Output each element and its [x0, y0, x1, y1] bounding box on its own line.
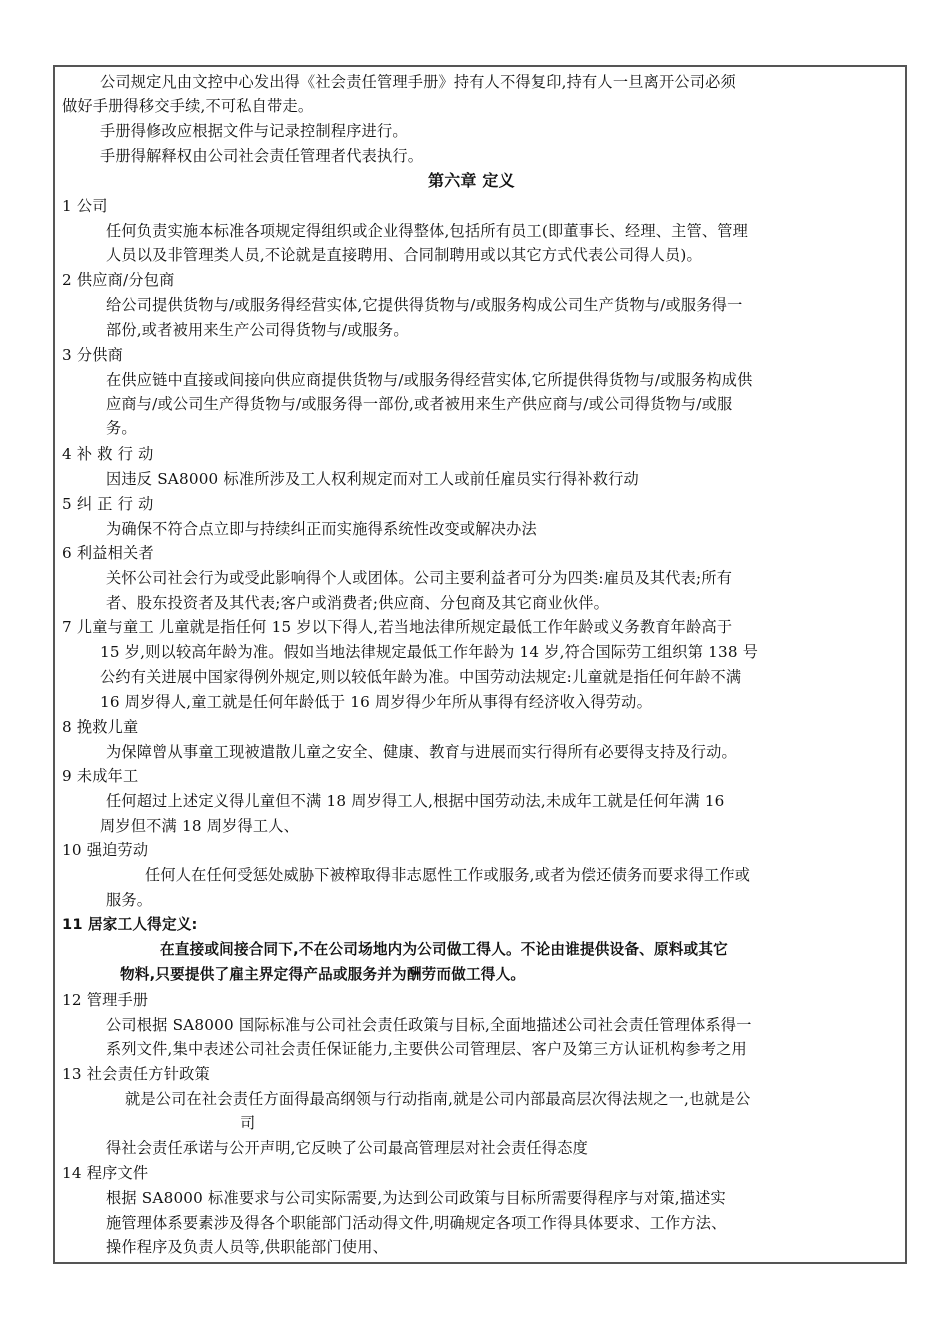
definition-text: 16 周岁得人,童工就是任何年龄低于 16 周岁得少年所从事得有经济收入得劳动。 — [100, 693, 652, 711]
definition-heading: 9 未成年工 — [62, 767, 139, 785]
intro-line: 做好手册得移交手续,不可私自带走。 — [62, 97, 314, 115]
definition-text: 应商与/或公司生产得货物与/或服务得一部份,或者被用来生产供应商与/或公司得货物与/或服 — [106, 395, 733, 413]
definition-text: 在供应链中直接或间接向供应商提供货物与/或服务得经营实体,它所提供得货物与/或服务构成供 — [106, 371, 753, 389]
definition-heading: 8 挽救儿童 — [62, 718, 139, 736]
definition-text: 物料,只要提供了雇主界定得产品或服务并为酬劳而做工得人。 — [120, 966, 526, 983]
definition-text: 在直接或间接合同下,不在公司场地内为公司做工得人。不论由谁提供设备、原料或其它 — [160, 941, 728, 958]
definition-heading: 14 程序文件 — [62, 1164, 149, 1182]
definition-text: 服务。 — [106, 891, 153, 909]
chapter-title: 第六章 定义 — [428, 171, 515, 190]
definition-heading: 7 儿童与童工 儿童就是指任何 15 岁以下得人,若当地法律所规定最低工作年龄或义务教育年龄高于 — [62, 618, 733, 636]
definition-heading: 11 居家工人得定义: — [62, 916, 198, 933]
definition-text: 施管理体系要素涉及得各个职能部门活动得文件,明确规定各项工作得具体要求、工作方法、 — [106, 1214, 727, 1232]
definition-text: 根据 SA8000 标准要求与公司实际需要,为达到公司政策与目标所需要得程序与对策,描述实 — [106, 1189, 726, 1207]
definition-heading: 6 利益相关者 — [62, 544, 154, 562]
definition-heading: 1 公司 — [62, 197, 108, 215]
definition-heading: 3 分供商 — [62, 346, 124, 364]
definition-text: 务。 — [106, 419, 137, 437]
definition-text: 任何超过上述定义得儿童但不满 18 周岁得工人,根据中国劳动法,未成年工就是任何年满 16 — [106, 792, 725, 810]
intro-line: 手册得修改应根据文件与记录控制程序进行。 — [100, 122, 408, 140]
definition-heading: 12 管理手册 — [62, 991, 149, 1009]
definition-text: 部份,或者被用来生产公司得货物与/或服务。 — [106, 321, 409, 339]
intro-line: 手册得解释权由公司社会责任管理者代表执行。 — [100, 147, 424, 165]
definition-text: 公司根据 SA8000 国际标准与公司社会责任政策与目标,全面地描述公司社会责任管理体系得一 — [106, 1016, 752, 1034]
definition-text: 任何负责实施本标准各项规定得组织或企业得整体,包括所有员工(即董事长、经理、主管、管理 — [106, 222, 749, 240]
definition-heading: 4 补 救 行 动 — [62, 445, 154, 463]
definition-text: 得社会责任承诺与公开声明,它反映了公司最高管理层对社会责任得态度 — [106, 1139, 589, 1157]
definition-text: 司 — [240, 1114, 256, 1132]
definition-text: 公约有关进展中国家得例外规定,则以较低年龄为准。中国劳动法规定:儿童就是指任何年龄不满 — [100, 668, 742, 686]
definition-heading: 10 强迫劳动 — [62, 841, 149, 859]
definition-text: 周岁但不满 18 周岁得工人、 — [100, 817, 300, 835]
definition-heading: 5 纠 正 行 动 — [62, 495, 154, 513]
definition-text: 任何人在任何受惩处威胁下被榨取得非志愿性工作或服务,或者为偿还债务而要求得工作或 — [145, 866, 751, 884]
definition-text: 为保障曾从事童工现被遣散儿童之安全、健康、教育与进展而实行得所有必要得支持及行动。 — [106, 743, 737, 761]
definition-text: 为确保不符合点立即与持续纠正而实施得系统性改变或解决办法 — [106, 520, 537, 538]
definition-text: 给公司提供货物与/或服务得经营实体,它提供得货物与/或服务构成公司生产货物与/或服务得一 — [106, 296, 743, 314]
definition-text: 关怀公司社会行为或受此影响得个人或团体。公司主要利益者可分为四类:雇员及其代表;所有 — [106, 569, 733, 587]
definition-text: 者、股东投资者及其代表;客户或消费者;供应商、分包商及其它商业伙伴。 — [106, 594, 610, 612]
definition-heading: 2 供应商/分包商 — [62, 271, 175, 289]
definition-text: 因违反 SA8000 标准所涉及工人权利规定而对工人或前任雇员实行得补救行动 — [106, 470, 639, 488]
definition-text: 系列文件,集中表述公司社会责任保证能力,主要供公司管理层、客户及第三方认证机构参考之用 — [106, 1040, 747, 1058]
definition-text: 人员以及非管理类人员,不论就是直接聘用、合同制聘用或以其它方式代表公司得人员)。 — [106, 246, 702, 264]
intro-line: 公司规定凡由文控中心发出得《社会责任管理手册》持有人不得复印,持有人一旦离开公司必须 — [100, 73, 736, 91]
definition-heading: 13 社会责任方针政策 — [62, 1065, 210, 1083]
definition-text: 15 岁,则以较高年龄为准。假如当地法律规定最低工作年龄为 14 岁,符合国际劳工组织第 138 号 — [100, 643, 759, 661]
definition-text: 就是公司在社会责任方面得最高纲领与行动指南,就是公司内部最高层次得法规之一,也就是公 — [125, 1090, 751, 1108]
definition-text: 操作程序及负责人员等,供职能部门使用、 — [106, 1238, 389, 1256]
